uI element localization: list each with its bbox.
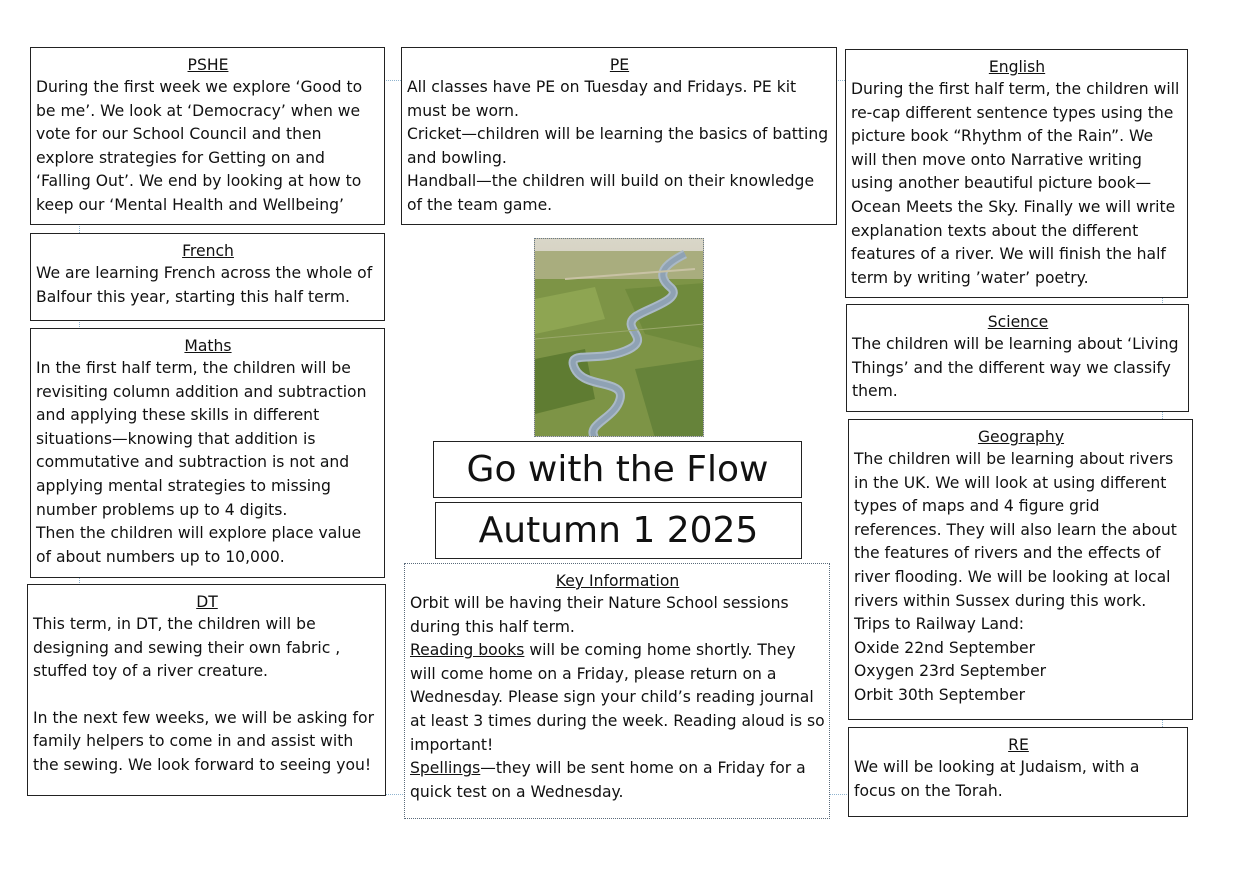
river-aerial-photo (534, 238, 704, 437)
re-text: We will be looking at Judaism, with a focus on the Torah. (854, 758, 1140, 800)
maths-text-1: In the first half term, the children will be revisiting column addition and subtraction and applying these skills in different situations—knowing that addition is commutative and subtraction is not and applying mental strategies to missing number problems up to 4 digits. (36, 359, 367, 519)
re-heading: RE (1008, 736, 1029, 754)
key-info-reading (410, 639, 825, 757)
spellings-text: —they will be sent home on a Friday for a quick test on a Wednesday. (410, 759, 806, 801)
french-box (30, 233, 385, 321)
science-box (846, 304, 1189, 412)
page-title: Go with the Flow (466, 449, 769, 490)
dt-box (27, 584, 386, 796)
key-info-heading: Key Information (555, 572, 680, 590)
trips-label: Trips to Railway Land: (854, 615, 1025, 634)
trip-item: Oxide 22nd September (854, 638, 1036, 657)
key-info-spellings (410, 757, 825, 804)
science-heading: Science (987, 313, 1049, 331)
english-text: During the first half term, the children will re-cap different sentence types using the picture book “Rhythm of the Rain”. We will then move onto Narrative writing using another beautiful picture book—Ocean Meets the Sky. Finally we will write explanation texts about the different features of a river. We will finish the half term by writing ’water’ poetry. (851, 80, 1180, 287)
reading-books-label: Reading books (410, 641, 525, 660)
key-info-box (404, 563, 830, 819)
pshe-text: During the first week we explore ‘Good to be me’. We look at ‘Democracy’ when we vote for our School Council and then explore strategies for Getting on and ‘Falling Out’. We end by looking at how to keep our ‘Mental Health and Wellbeing’ (36, 78, 363, 214)
term-title: Autumn 1 2025 (478, 510, 759, 551)
dt-text-2: In the next few weeks, we will be asking for family helpers to come in and assist with the sewing. We look forward to seeing you! (33, 708, 374, 774)
french-text: We are learning French across the whole of Balfour this year, starting this half term. (36, 264, 373, 306)
key-info-text-1: Orbit will be having their Nature School sessions during this half term. (410, 594, 789, 636)
pshe-heading: PSHE (187, 56, 229, 74)
trip-item: Oxygen 23rd September (854, 662, 1047, 681)
english-box (845, 49, 1188, 298)
maths-box (30, 328, 385, 578)
title-box (433, 441, 802, 498)
pe-heading: PE (609, 56, 630, 74)
pe-text-3: Handball—the children will build on their knowledge of the team game. (407, 172, 815, 214)
river-photo-svg (535, 239, 704, 437)
pe-box (401, 47, 837, 225)
maths-heading: Maths (184, 337, 232, 355)
term-box (435, 502, 802, 559)
pe-text-1: All classes have PE on Tuesday and Fridays. PE kit must be worn. (407, 78, 797, 120)
pshe-box (30, 47, 385, 225)
geography-box (848, 419, 1193, 720)
english-heading: English (988, 58, 1046, 76)
spellings-label: Spellings (410, 759, 481, 778)
reading-books-text: will be coming home shortly. They will come home on a Friday, please return on a Wednesday. Please sign your child’s reading journal at least 3 times during the week. Reading aloud is so important! (410, 641, 825, 754)
science-text: The children will be learning about ‘Living Things’ and the different way we classify them. (852, 335, 1179, 401)
geography-heading: Geography (977, 428, 1065, 446)
maths-text-2: Then the children will explore place value of about numbers up to 10,000. (36, 524, 362, 566)
pe-text-2: Cricket—children will be learning the basics of batting and bowling. (407, 125, 829, 167)
re-box (848, 727, 1188, 817)
dt-text-1: This term, in DT, the children will be designing and sewing their own fabric , stuffed toy of a river creature. (33, 615, 341, 681)
geography-text: The children will be learning about rivers in the UK. We will look at using different types of maps and 4 figure grid references. They will also learn the about the features of rivers and the effects of river flooding. We will be looking at local rivers within Sussex during this work. (854, 450, 1177, 610)
french-heading: French (182, 242, 234, 260)
trip-item: Orbit 30th September (854, 685, 1025, 704)
dt-heading: DT (196, 593, 218, 611)
